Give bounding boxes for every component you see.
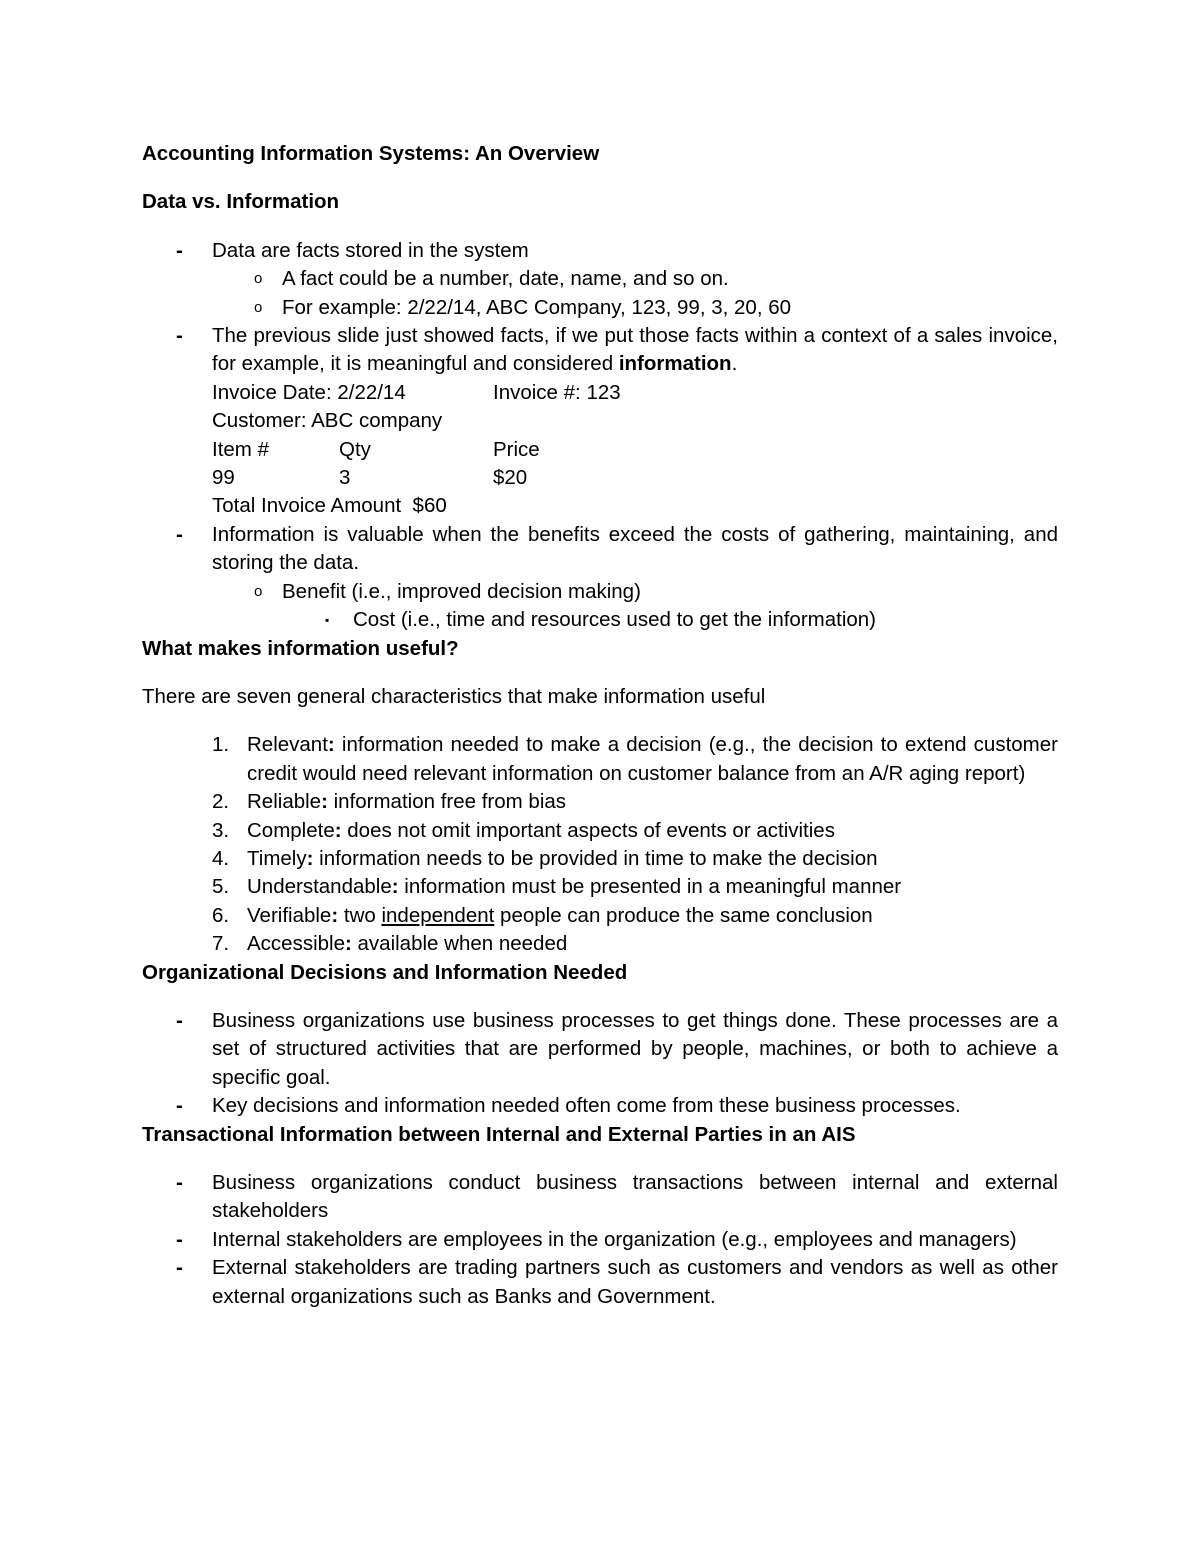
invoice-price: $20 [493, 466, 528, 490]
document-title: Accounting Information Systems: An Overview [142, 142, 600, 165]
invoice-date: Invoice Date: 2/22/14 [212, 380, 406, 404]
dash-bullet: - [176, 1256, 183, 1280]
punctuation: . [731, 352, 738, 376]
item-text: information free from bias [327, 790, 567, 814]
list-item [142, 1226, 1058, 1254]
sub-sub-list-item [142, 606, 1058, 634]
sub-list-item-text: A fact could be a number, date, name, and so on. [282, 267, 729, 291]
organizational-decisions-list [142, 1007, 1058, 1121]
list-item-text: Data are facts stored in the system [212, 238, 529, 262]
invoice-qty: 3 [339, 466, 351, 490]
invoice-col-price: Price [493, 437, 540, 461]
item-number: 4. [212, 846, 230, 870]
colon: : [334, 818, 342, 842]
item-text: information needed to make a decision (e.g., the decision to extend customer credit would need relevant information on customer balance from an A/R aging report) [247, 733, 1064, 785]
invoice-item: 99 [212, 466, 235, 490]
colon: : [321, 790, 328, 814]
list-item-text: Business organizations use business processes to get things done. These processes are a set of structured activities that are performed by people, machines, or both to achieve a specific goal. [212, 1008, 1058, 1089]
characteristics-list [142, 731, 1064, 958]
list-item-text: External stakeholders are trading partners such as customers and vendors as well as other external organizations such as Banks and Government. [212, 1256, 1058, 1308]
list-item-text: Business organizations conduct business transactions between internal and external stakeholders [212, 1171, 1058, 1223]
list-item [142, 1254, 1058, 1311]
list-item-text: Internal stakeholders are employees in the organization (e.g., employees and managers) [212, 1227, 1017, 1251]
dash-bullet: - [176, 1171, 183, 1194]
colon: : [306, 846, 314, 870]
invoice-total: Total Invoice Amount $60 [212, 494, 447, 518]
list-item [142, 1169, 1058, 1226]
item-term: Accessible [247, 932, 345, 956]
transactional-information-list [142, 1169, 1058, 1311]
sub-list [142, 578, 1058, 635]
underlined-word: independent [381, 903, 495, 927]
item-number: 3. [212, 818, 230, 842]
dash-bullet: - [176, 238, 183, 262]
section-heading-useful-information: What makes information useful? [142, 636, 459, 660]
list-item [142, 521, 1058, 635]
item-term: Complete [247, 818, 335, 842]
list-item [142, 237, 1058, 322]
data-vs-information-list [142, 237, 1058, 635]
item-term: Timely [247, 846, 307, 870]
numbered-item [142, 845, 1058, 873]
sub-list-item-text: Benefit (i.e., improved decision making) [282, 579, 641, 603]
invoice-col-qty: Qty [339, 437, 371, 461]
list-item [142, 322, 1058, 521]
sub-list-item-text: For example: 2/22/14, ABC Company, 123, 99, 3, 20, 60 [282, 295, 792, 319]
item-text: information needs to be provided in time to make the decision [313, 846, 878, 870]
circle-bullet: o [254, 582, 263, 600]
document-page [142, 140, 1064, 1311]
intro-paragraph: There are seven general characteristics that make information useful [142, 684, 766, 708]
sub-list-item [142, 265, 1058, 293]
item-number: 1. [212, 733, 230, 757]
item-text: available when needed [351, 932, 568, 956]
invoice-customer: Customer: ABC company [212, 409, 443, 433]
item-term: Verifiable [247, 903, 332, 927]
dash-bullet: - [176, 1094, 183, 1118]
sub-list-item [142, 578, 1058, 635]
item-term: Reliable [247, 790, 322, 814]
numbered-item [142, 817, 1058, 845]
circle-bullet: o [254, 298, 263, 316]
item-text: people can produce the same conclusion [494, 903, 873, 927]
dash-bullet: - [176, 324, 183, 348]
section-heading-data-vs-information: Data vs. Information [142, 190, 340, 214]
item-number: 5. [212, 875, 230, 899]
dash-bullet: - [176, 1008, 183, 1032]
dash-bullet: - [176, 1227, 183, 1251]
colon: : [327, 733, 335, 757]
numbered-item [142, 902, 1058, 930]
colon: : [345, 932, 352, 956]
sub-sub-list [142, 606, 1058, 634]
invoice-number: Invoice #: 123 [493, 380, 621, 404]
item-term: Understandable [247, 875, 392, 899]
invoice-col-item: Item # [212, 437, 269, 461]
numbered-item [142, 731, 1064, 788]
sample-invoice [212, 379, 1058, 521]
item-text: does not omit important aspects of events or activities [341, 818, 835, 842]
item-number: 2. [212, 790, 230, 814]
numbered-item [142, 930, 1058, 958]
sub-list [142, 265, 1058, 322]
colon: : [391, 875, 399, 899]
list-item-text: Key decisions and information needed often come from these business processes. [212, 1094, 961, 1118]
item-term: Relevant [247, 733, 328, 757]
bold-term: information [618, 352, 732, 376]
item-text: information must be presented in a meaningful manner [398, 875, 902, 899]
list-item [142, 1007, 1058, 1092]
item-number: 6. [212, 903, 230, 927]
list-item-text: The previous slide just showed facts, if we put those facts within a context of a sales invoice, for example, it is meaningful and considered [212, 324, 1058, 376]
colon: : [331, 903, 339, 927]
list-item-text: Information is valuable when the benefits exceed the costs of gathering, maintaining, and storing the data. [212, 522, 1058, 575]
item-text-pre: two [338, 903, 382, 927]
numbered-item [142, 873, 1058, 901]
sub-list-item [142, 294, 1058, 322]
list-item [142, 1092, 1058, 1120]
dash-bullet: - [176, 522, 183, 546]
sub-sub-list-item-text: Cost (i.e., time and resources used to get the information) [353, 608, 877, 632]
circle-bullet: o [254, 270, 263, 288]
section-heading-transactional-information: Transactional Information between Internal and External Parties in an AIS [142, 1122, 856, 1146]
square-bullet: ▪ [325, 613, 330, 628]
item-number: 7. [212, 932, 230, 956]
section-heading-organizational-decisions: Organizational Decisions and Information Needed [142, 960, 628, 984]
numbered-item [142, 788, 1058, 816]
